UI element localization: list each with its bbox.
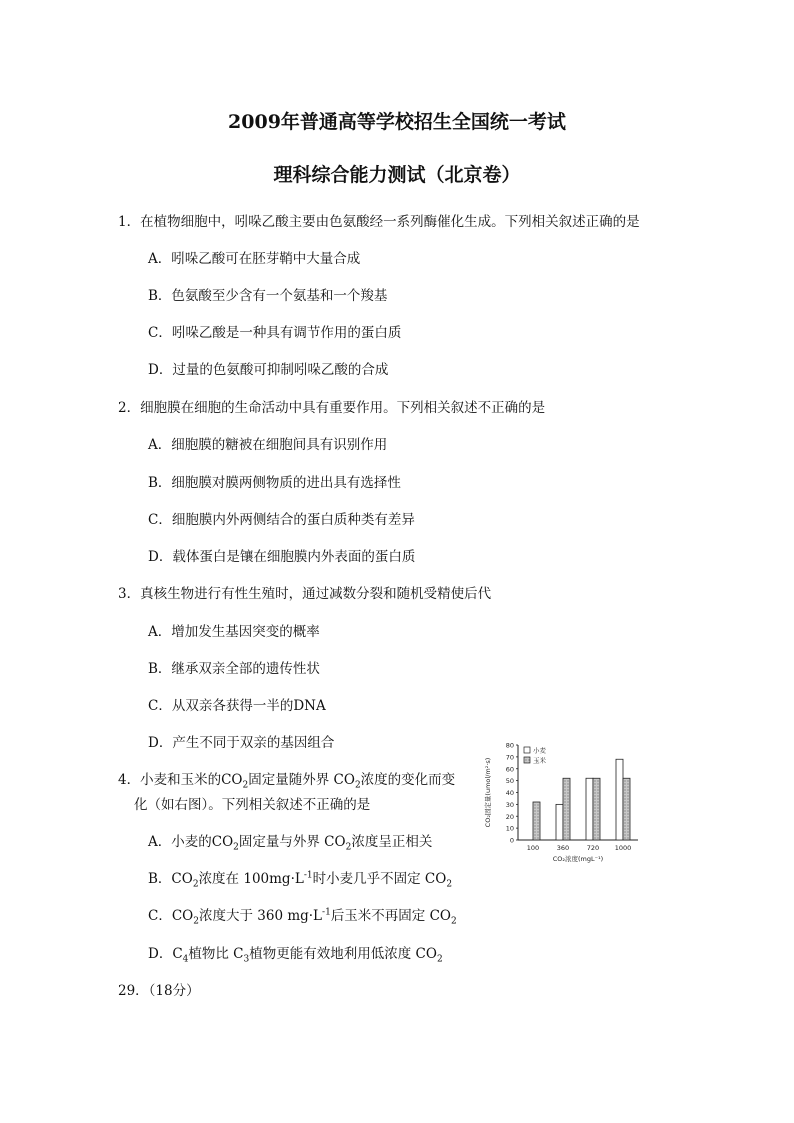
bar-corn	[623, 778, 630, 840]
x-tick-label: 100	[526, 844, 540, 852]
question-3-stem: 3．真核生物进行有性生殖时，通过减数分裂和随机受精使后代	[118, 586, 492, 602]
y-tick-label: 40	[505, 789, 514, 797]
question-1-option-a: A．吲哚乙酸可在胚芽鞘中大量合成	[148, 251, 361, 267]
question-4-option-c: C．$CO_2$浓度大于 360 $mg\cdot L^{-1}$后玉米不再固定 $CO_2$	[148, 907, 457, 927]
question-2-option-a: A．细胞膜的糖被在细胞间具有识别作用	[148, 437, 388, 453]
legend-label-corn: 玉米	[533, 756, 546, 765]
y-tick-label: 0	[509, 836, 514, 845]
y-tick-label: 50	[505, 777, 514, 786]
y-tick-label: 70	[505, 753, 514, 762]
question-1-option-c: C．吲哚乙酸是一种具有调节作用的蛋白质	[148, 325, 402, 341]
x-tick-label: 360	[556, 844, 570, 852]
y-axis-label: CO₂固定量(umol/m²·s)	[484, 757, 492, 828]
question-3-option-d: D．产生不同于双亲的基因组合	[148, 735, 335, 751]
question-29-header: 29．（18分）	[118, 983, 200, 999]
bar-corn	[533, 802, 540, 840]
question-1-option-b: B．色氨酸至少含有一个氨基和一个羧基	[148, 288, 388, 304]
y-tick-label: 20	[505, 812, 514, 821]
legend-swatch-wheat	[524, 747, 530, 753]
question-4-stem: 4．小麦和玉米的$CO_2$固定量随外界 $CO_2$浓度的变化而变	[118, 772, 456, 791]
question-2-option-b: B．细胞膜对膜两侧物质的进出具有选择性	[148, 475, 401, 491]
question-2-stem: 2．细胞膜在细胞的生命活动中具有重要作用。下列相关叙述不正确的是	[118, 400, 546, 416]
exam-title: 2009年普通高等学校招生全国统一考试	[228, 111, 566, 133]
question-2-option-d: D．载体蛋白是镶在细胞膜内外表面的蛋白质	[148, 549, 416, 565]
x-axis-label: CO₂浓度(mgL⁻¹)	[552, 855, 604, 863]
question-4-option-d: D．$C_4$植物比 $C_3$植物更能有效地利用低浓度 $CO_2$	[148, 946, 443, 965]
question-1-option-d: D．过量的色氨酸可抑制吲哚乙酸的合成	[148, 362, 389, 378]
bar-wheat	[586, 778, 593, 840]
question-4-option-b: B．$CO_2$浓度在 $100mg\cdot L^{-1}$时小麦几乎不固定 $CO_2$	[148, 870, 453, 890]
question-3-option-b: B．继承双亲全部的遗传性状	[148, 661, 320, 677]
y-tick-label: 80	[505, 741, 514, 750]
question-4-stem-line2: 化（如右图）。下列相关叙述不正确的是	[134, 797, 371, 813]
bar-corn	[593, 778, 600, 840]
exam-subtitle: 理科综合能力测试（北京卷）	[273, 164, 521, 186]
y-tick-label: 10	[505, 824, 514, 833]
question-4-option-a: A．小麦的$CO_2$固定量与外界 $CO_2$浓度呈正相关	[148, 834, 433, 853]
x-tick-label: 1000	[614, 844, 632, 852]
question-3-option-c: C．从双亲各获得一半的DNA	[148, 698, 326, 714]
y-tick-label: 30	[505, 800, 514, 809]
question-1-stem: 1．在植物细胞中，吲哚乙酸主要由色氨酸经一系列酶催化生成。下列相关叙述正确的是	[118, 214, 640, 230]
legend-label-wheat: 小麦	[533, 746, 546, 755]
co2-fixation-bar-chart	[480, 735, 650, 875]
x-tick-label: 720	[586, 844, 600, 852]
y-tick-label: 60	[505, 765, 514, 774]
question-2-option-c: C．细胞膜内外两侧结合的蛋白质种类有差异	[148, 512, 415, 528]
legend-swatch-corn	[524, 757, 530, 763]
bar-wheat	[556, 804, 563, 840]
question-3-option-a: A．增加发生基因突变的概率	[148, 624, 320, 640]
bar-corn	[563, 778, 570, 840]
bar-wheat	[616, 759, 623, 840]
